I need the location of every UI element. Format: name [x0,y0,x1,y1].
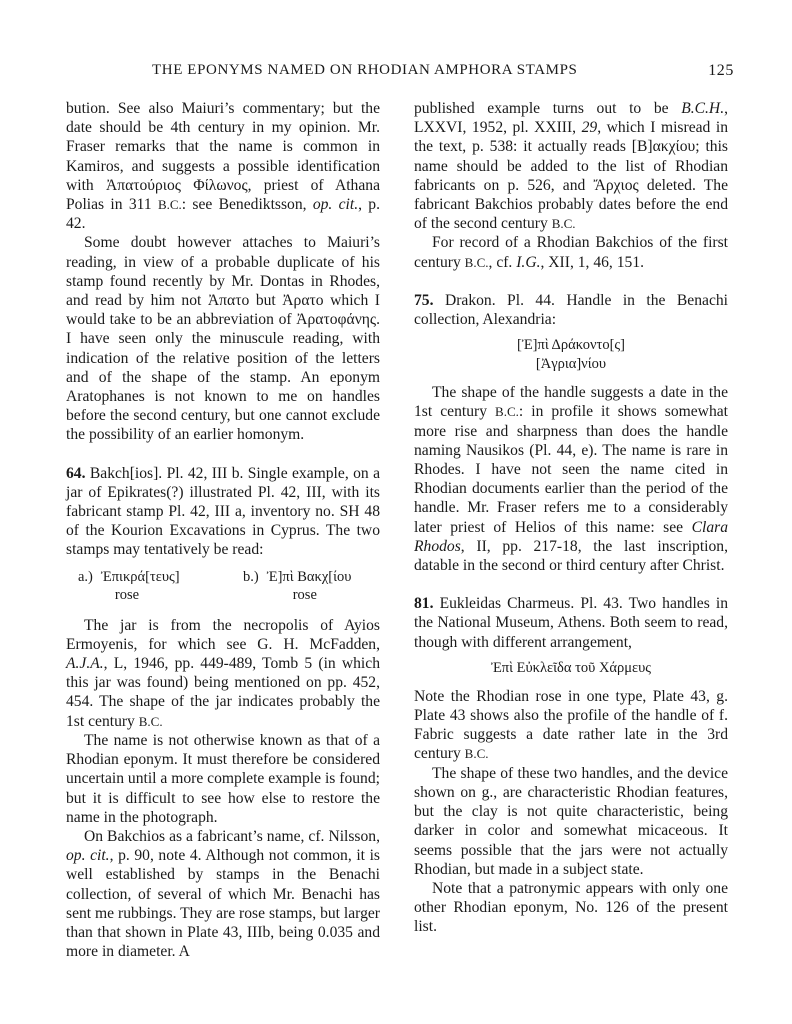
greek-text: Ἀρατο [282,292,324,310]
greek-text: Ἄρχιος [593,176,639,194]
paragraph-clay: The shape of these two handles, and the device shown on g., are characteristic Rhodian features, but the clay is not quite characteristic, being darker in color and somewhat micaceous. It seems possible that the jars were not actually Rhodian, but made in a subject state. [414,764,728,878]
greek-inscription-eukleidas: Ἐπὶ Εὐκλεῖδα τοῦ Χάρμευς [490,659,652,676]
running-title: THE EPONYMS NAMED ON RHODIAN AMPHORA STAMPS [152,62,578,78]
paragraph-published: published example turns out to be B.C.H., LXXVI, 1952, pl. XXIII, 29, which I misread in the text, p. 538: it actually reads [Β]ακχίου; this name should be added to the list of Rhodian fabricants on p. 526, and Ἄρχιος deleted. The fabricant Bakchios probably dates before the end of the second century B.C. [414,100,728,233]
entry-64: 64. Bakch[ios]. Pl. 42, III b. Single example, on a jar of Epikrates(?) illustrated Pl. 42, III, with its fabricant stamp Pl. 42, III a, inventory no. SH 48 of the Kourion Excavations in Cyprus. The two stamps may tentatively be read: [66,464,380,559]
stamp-b-greek: Ἐ]πὶ Βακχ[ίου [266,568,352,585]
right-column [414,99,728,937]
paragraph-continued: bution. See also Maiuri’s commentary; but the date should be 4th century in my opinion. Mr. Fraser remarks that the name is common in Kamiros, and suggests a possible identification with Ἀπατούριος Φίλωνος, priest of Athana Polias in 311 B.C.: see Benediktsson, op. cit., p. 42. [66,100,380,233]
entry-number: 64. [66,464,86,482]
entry-number: 81. [414,595,434,613]
running-head [66,62,734,86]
entry-75: 75. Drakon. Pl. 44. Handle in the Benachi collection, Alexandria: [414,291,728,329]
page-number: 125 [708,62,734,79]
stamp-a-note: rose [114,586,140,603]
stamp-b-note: rose [292,586,317,603]
stamp-readings [78,568,380,604]
greek-inscription-drakon: [Ἐ]πὶ Δράκοντο[ς] [Ἀγρια]νίου [517,337,625,373]
greek-text: [Β]ακχίου [631,138,696,156]
greek-text: Ἀπατούριος Φίλωνος [105,176,248,194]
entry-number: 75. [414,291,434,309]
paragraph-eponym: The name is not otherwise known as that of a Rhodian eponym. It must therefore be considered uncertain until a more complete example is found; but it is difficult to see how else to restore the name in the photograph. [66,731,380,826]
left-column [66,99,380,961]
paragraph-aratophanes: Some doubt however attaches to Maiuri’s reading, in view of a probable duplicate of his stamp found recently by Mr. Dontas in Rhodes, and read by him not Ἀπατο but Ἀρατο which I would take to be an abbreviation of Ἀρατοφάνης. I have seen only the minuscule reading, with indication of the relative position of the letters and of the shape of the stamp. An eponym Aratophanes is not known to me on handles before the second century, but one cannot exclude the possibility of an earlier homonym. [66,234,380,444]
paragraph-rose: Note the Rhodian rose in one type, Plate 43, g. Plate 43 shows also the profile of the handle of f. Fabric suggests a date rather late in the 3rd century B.C. [414,687,728,763]
stamp-a-greek: Ἐπικρά[τευς] [100,568,180,585]
greek-text: Ἀρατοφάνης [296,311,377,329]
paragraph-necropolis: The jar is from the necropolis of Ayios Ermoyenis, for which see G. H. McFadden, A.J.A., L, 1946, pp. 449-489, Tomb 5 (in which this jar was found) being mentioned on pp. 452, 454. The shape of the jar indicates probably the 1st century B.C. [66,616,380,730]
stamp-b: b.) Ἐ]πὶ Βακχ[ίου rose [243,568,352,603]
paragraph-handle-shape: The shape of the handle suggests a date in the 1st century B.C.: in profile it shows somewhat more rise and sharpness than does the handle naming Nausikos (Pl. 44, e). The name is rare in Rhodes. I have not seen the name cited in Rhodian documents earlier than the period of the handle. Mr. Fraser refers me to a considerably later priest of Helios of this name: see Clara Rhodos, II, pp. 217-18, the last inscription, datable in the second or third century after Christ. [414,384,728,575]
paragraph-patronymic: Note that a patronymic appears with only one other Rhodian eponym, No. 126 of the present list. [414,879,728,936]
stamp-a: a.) Ἐπικρά[τευς] rose [78,568,180,603]
entry-81: 81. Eukleidas Charmeus. Pl. 43. Two handles in the National Museum, Athens. Both seem to read, though with different arrangement, [414,595,728,651]
paragraph-record: For record of a Rhodian Bakchios of the first century B.C., cf. I.G., XII, 1, 46, 151. [414,234,728,271]
paragraph-bakchios: On Bakchios as a fabricant’s name, cf. Nilsson, op. cit., p. 90, note 4. Although not common, it is well established by stamps in the Benachi collection, of several of which Mr. Benachi has sent me rubbings. They are rose stamps, but larger than that shown in Plate 43, IIIb, being 0.035 and more in diameter. A [66,827,380,961]
greek-text: Ἀπατο [207,292,250,310]
